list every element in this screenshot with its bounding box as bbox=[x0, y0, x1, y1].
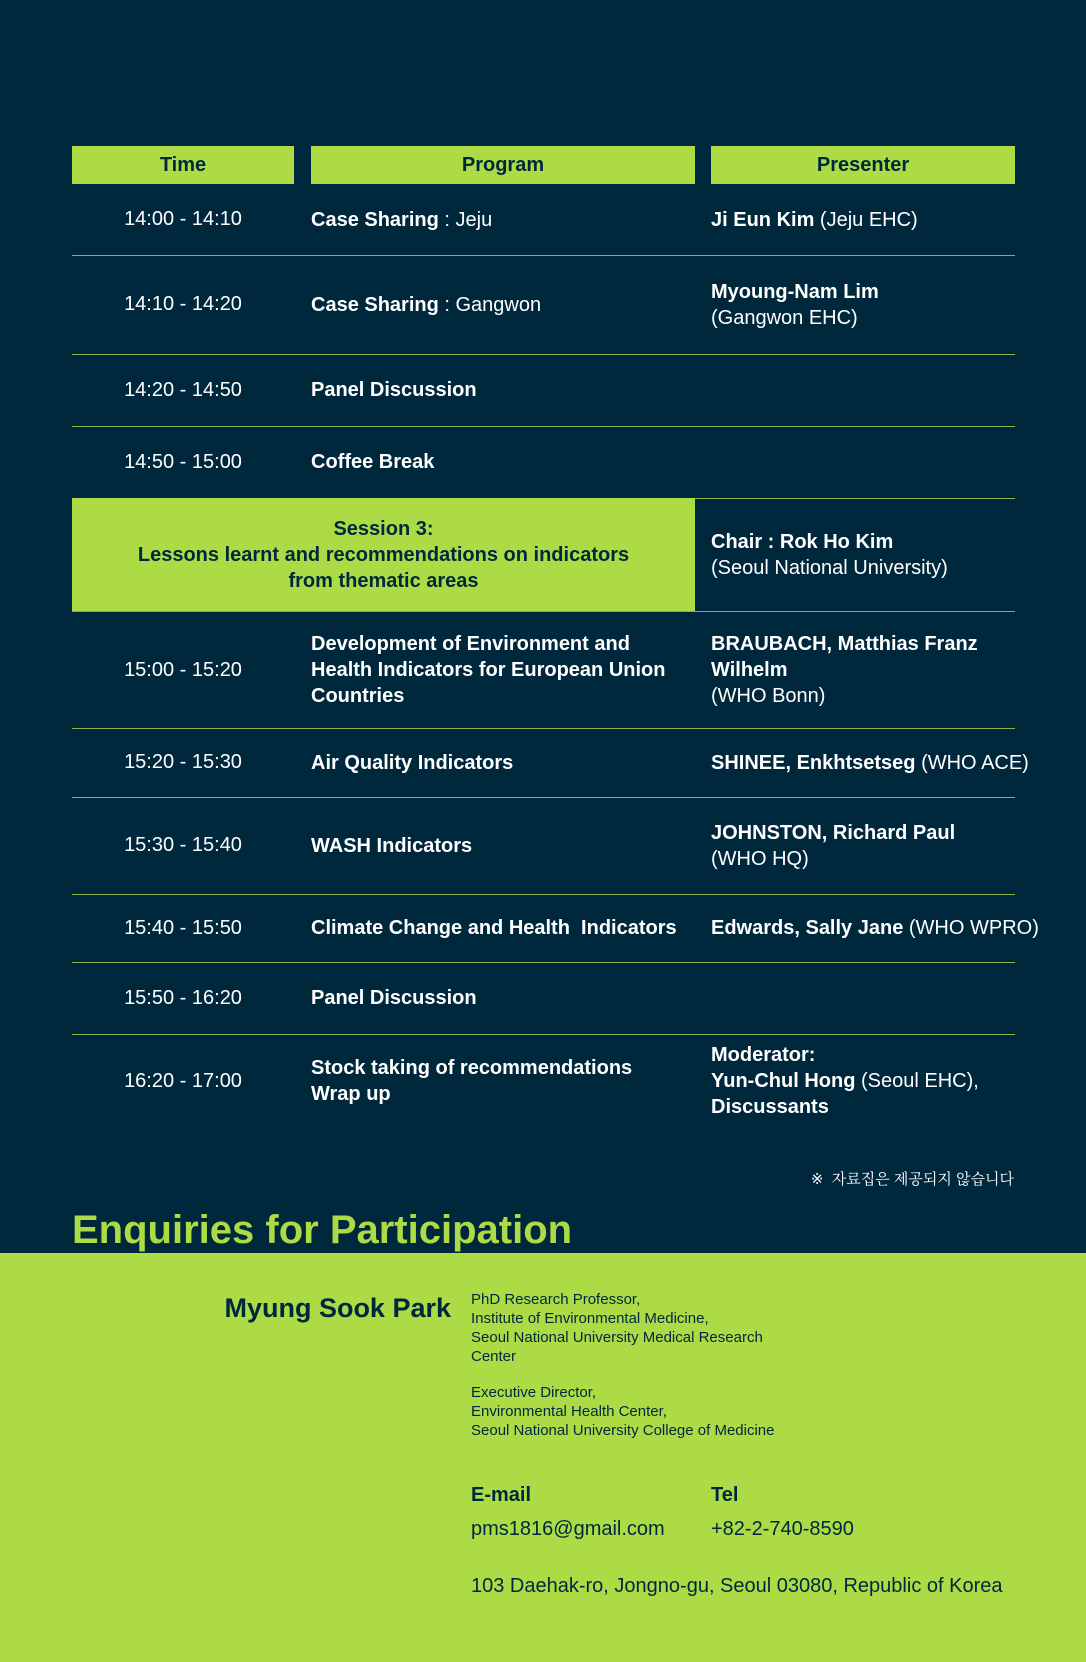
program-detail: : Jeju bbox=[438, 208, 493, 231]
role-line: Seoul National University College of Medicine bbox=[471, 1422, 775, 1439]
discussants-label: Discussants bbox=[711, 1096, 829, 1118]
presenter-name: Ji Eun Kim bbox=[711, 208, 815, 231]
presenter-name: JOHNSTON, Richard Paul bbox=[711, 821, 956, 844]
email-label: E-mail bbox=[471, 1484, 532, 1506]
header-program: Program bbox=[311, 146, 695, 184]
row-time: 16:20 - 17:00 bbox=[124, 1069, 242, 1092]
enquiries-title: Enquiries for Participation bbox=[72, 1208, 573, 1252]
row-time: 15:40 - 15:50 bbox=[124, 916, 242, 939]
program-title: Development of Environment and Health Indicators for European Union Countries bbox=[311, 633, 666, 707]
row-time: 14:50 - 15:00 bbox=[124, 450, 242, 473]
session-subtitle-line1: Lessons learnt and recommendations on indicators bbox=[137, 544, 630, 566]
program-title-line1: Stock taking of recommendations bbox=[311, 1057, 633, 1079]
tel-value: +82-2-740-8590 bbox=[711, 1518, 854, 1540]
chair-affiliation: (Seoul National University) bbox=[711, 557, 948, 579]
row-program bbox=[311, 1034, 695, 1128]
row-presenter bbox=[711, 797, 1021, 894]
email-link[interactable]: pms1816@gmail.com bbox=[471, 1518, 665, 1540]
row-program bbox=[311, 962, 695, 1034]
program-title: Panel Discussion bbox=[311, 987, 477, 1009]
row-program bbox=[311, 612, 695, 728]
presenter-name: Yun-Chul Hong bbox=[711, 1070, 856, 1092]
presenter-affiliation: (Gangwon EHC) bbox=[711, 306, 858, 329]
contact-name: Myung Sook Park bbox=[224, 1293, 451, 1323]
presenter-affiliation: (Seoul EHC), bbox=[855, 1070, 979, 1092]
row-program bbox=[311, 255, 695, 354]
contact-role-1 bbox=[471, 1290, 763, 1366]
presenter-affiliation: (WHO ACE) bbox=[915, 751, 1029, 774]
row-presenter bbox=[711, 255, 1021, 354]
row-presenter bbox=[711, 184, 1021, 255]
tel-label: Tel bbox=[711, 1484, 739, 1506]
contact-panel bbox=[0, 1253, 1086, 1662]
contact-role-2 bbox=[471, 1383, 775, 1440]
row-program bbox=[311, 184, 695, 255]
header-time: Time bbox=[72, 146, 294, 184]
presenter-affiliation: (WHO HQ) bbox=[711, 847, 809, 870]
header-presenter: Presenter bbox=[711, 146, 1015, 184]
role-line: Institute of Environmental Medicine, bbox=[471, 1310, 709, 1327]
row-time: 14:10 - 14:20 bbox=[124, 293, 242, 315]
row-program bbox=[311, 426, 695, 498]
row-time: 15:30 - 15:40 bbox=[124, 834, 242, 856]
program-title: WASH Indicators bbox=[311, 834, 473, 857]
address: 103 Daehak-ro, Jongno-gu, Seoul 03080, Republic of Korea bbox=[471, 1575, 1003, 1597]
role-line: Center bbox=[471, 1348, 517, 1365]
role-line: Executive Director, bbox=[471, 1384, 597, 1401]
session-chair bbox=[711, 498, 1021, 612]
presenter-name: SHINEE, Enkhtsetseg bbox=[711, 751, 916, 774]
row-program bbox=[311, 354, 695, 426]
program-title: Case Sharing bbox=[311, 208, 439, 231]
program-title-line2: Wrap up bbox=[311, 1083, 391, 1105]
row-presenter bbox=[711, 728, 1031, 797]
row-program bbox=[311, 797, 695, 894]
program-title: Coffee Break bbox=[311, 451, 435, 473]
presenter-name: Edwards, Sally Jane bbox=[711, 917, 904, 939]
program-title: Panel Discussion bbox=[311, 379, 477, 401]
row-time: 14:00 - 14:10 bbox=[124, 208, 242, 230]
row-time: 14:20 - 14:50 bbox=[124, 378, 242, 401]
row-time: 15:00 - 15:20 bbox=[124, 658, 242, 681]
program-detail: : Gangwon bbox=[438, 293, 542, 316]
role-line: Seoul National University Medical Research bbox=[471, 1329, 763, 1346]
moderator-label: Moderator: bbox=[711, 1044, 816, 1066]
session-subtitle-line2: from thematic areas bbox=[288, 570, 479, 592]
program-title: Climate Change and Health Indicators bbox=[311, 917, 677, 939]
handout-note: ※ 자료집은 제공되지 않습니다 bbox=[810, 1171, 1014, 1188]
presenter-affiliation: (WHO WPRO) bbox=[903, 917, 1039, 939]
row-presenter bbox=[711, 1034, 1021, 1128]
row-time: 15:50 - 16:20 bbox=[124, 986, 242, 1009]
role-line: PhD Research Professor, bbox=[471, 1291, 641, 1308]
program-title: Case Sharing bbox=[311, 293, 439, 316]
session-3-box bbox=[72, 498, 695, 612]
chair-name: Chair : Rok Ho Kim bbox=[711, 531, 894, 553]
row-presenter bbox=[711, 894, 1039, 962]
role-line: Environmental Health Center, bbox=[471, 1403, 667, 1420]
session-title: Session 3: bbox=[333, 518, 434, 540]
program-title: Air Quality Indicators bbox=[311, 751, 514, 774]
row-program bbox=[311, 894, 695, 962]
row-presenter bbox=[711, 612, 1021, 728]
presenter-affiliation: (Jeju EHC) bbox=[814, 208, 918, 231]
row-program bbox=[311, 728, 695, 797]
presenter-name: Myoung-Nam Lim bbox=[711, 280, 879, 303]
presenter-affiliation: (WHO Bonn) bbox=[711, 685, 826, 707]
row-time: 15:20 - 15:30 bbox=[124, 751, 242, 773]
presenter-name: BRAUBACH, Matthias Franz Wilhelm bbox=[711, 633, 978, 681]
